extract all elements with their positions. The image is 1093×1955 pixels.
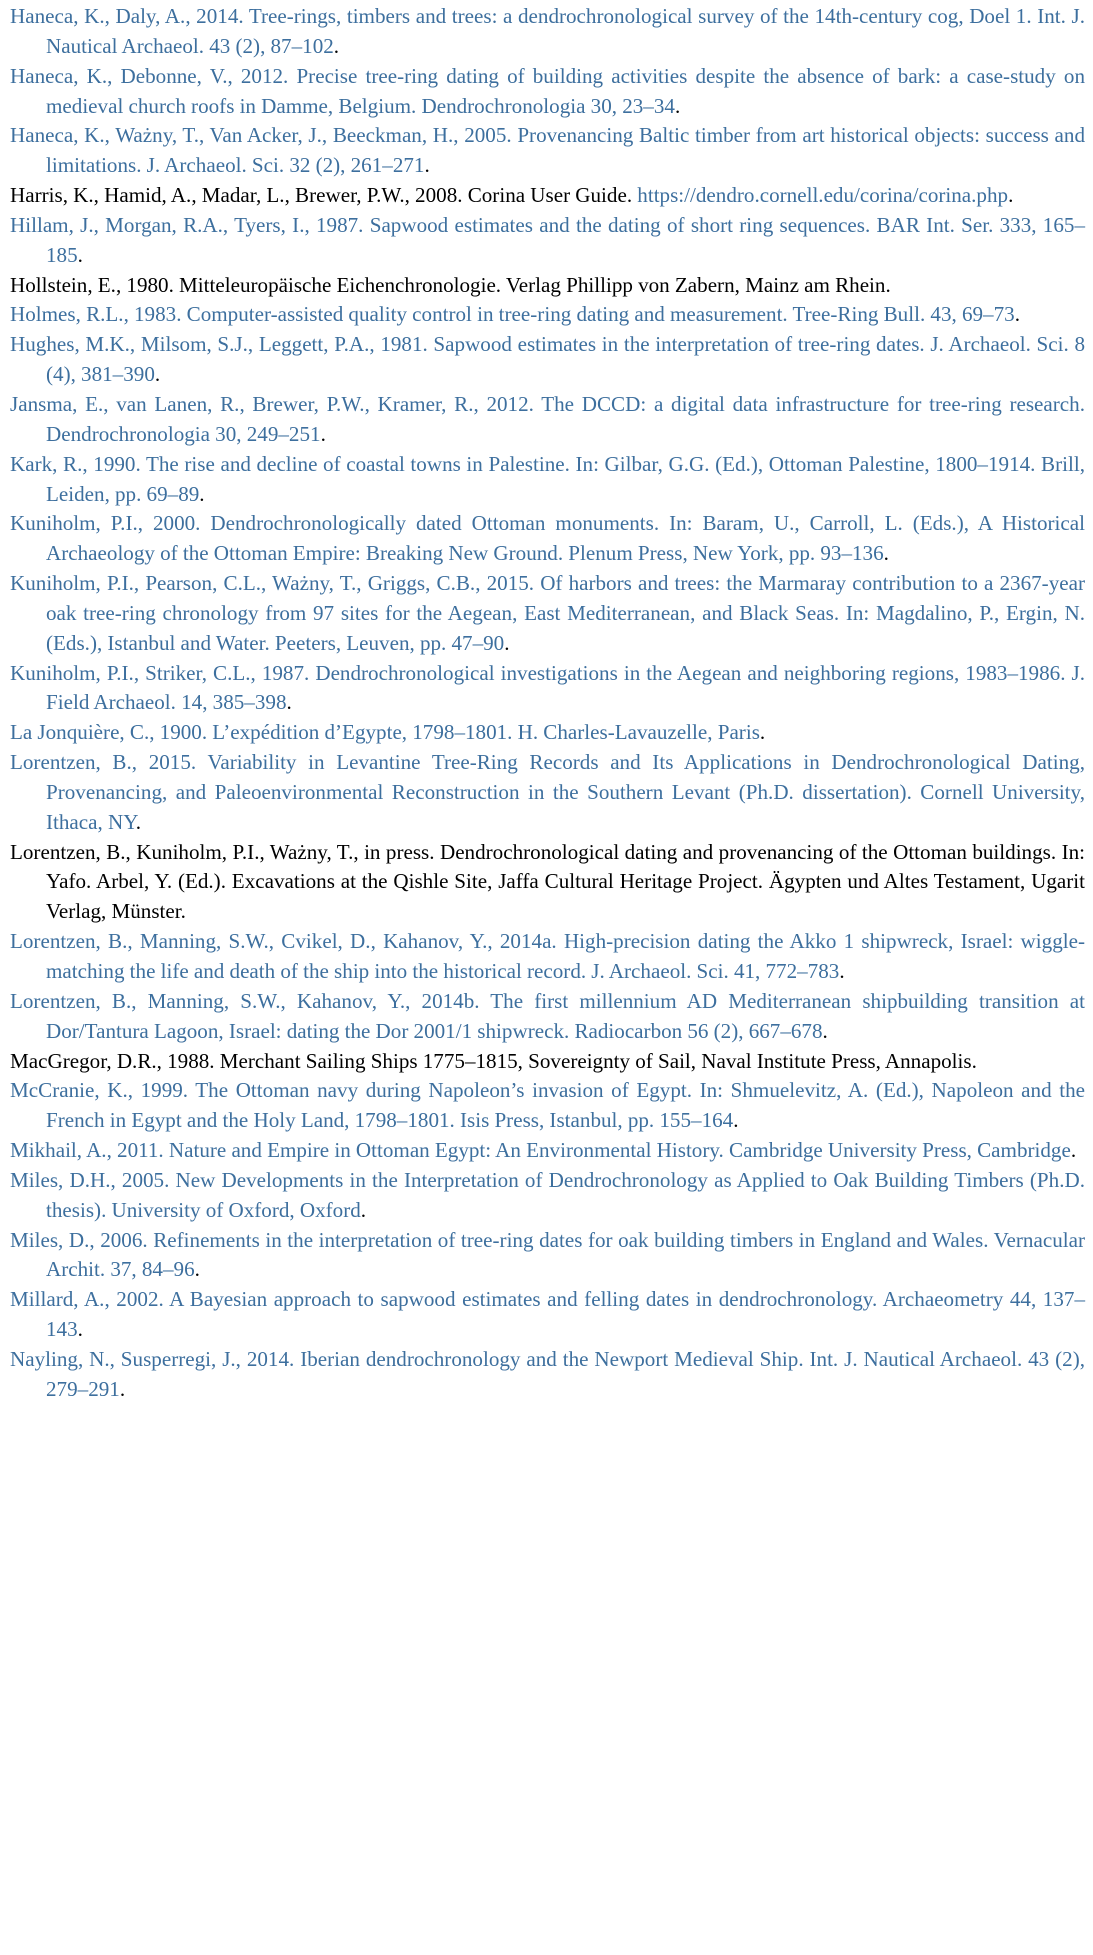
reference-text[interactable]: La Jonquière, C., 1900. L’expédition d’Egypte, 1798–1801. H. Charles-Lavauzelle, Paris	[10, 720, 760, 745]
reference-entry[interactable]	[10, 62, 1085, 122]
reference-text[interactable]: Lorentzen, B., 2015. Variability in Levantine Tree-Ring Records and Its Applications in Dendrochronological Dating, Provenancing, and Paleoenvironmental Reconstruction in the Southern Levant (Ph.D. dissertation). Cornell University, Ithaca, NY	[10, 750, 1085, 834]
reference-entry[interactable]	[10, 450, 1085, 510]
reference-entry[interactable]	[10, 987, 1085, 1047]
reference-text[interactable]: Lorentzen, B., Manning, S.W., Cvikel, D., Kahanov, Y., 2014a. High-precision dating the Akko 1 shipwreck, Israel: wiggle-matching the life and death of the ship into the historical record. J. Archaeol. Sci. 41, 772–783	[10, 929, 1085, 983]
reference-terminal-period: .	[839, 959, 845, 983]
reference-text[interactable]: Nayling, N., Susperregi, J., 2014. Iberian dendrochronology and the Newport Medieval Ship. Int. J. Nautical Archaeol. 43 (2), 279–291	[10, 1346, 1085, 1401]
reference-text[interactable]: Kuniholm, P.I., Pearson, C.L., Ważny, T., Griggs, C.B., 2015. Of harbors and trees: the Marmaray contribution to a 2367-year oak tree-ring chronology from 97 sites for the Aegean, East Mediterranean, and Black Seas. In: Magdalino, P., Ergin, N. (Eds.), Istanbul and Water. Peeters, Leuven, pp. 47–90	[10, 571, 1085, 655]
reference-text[interactable]: Haneca, K., Debonne, V., 2012. Precise tree-ring dating of building activities despite the absence of bark: a case-study on medieval church roofs in Damme, Belgium. Dendrochronologia 30, 23–34	[10, 63, 1085, 118]
reference-terminal-period: .	[1008, 183, 1014, 208]
reference-terminal-period: .	[759, 720, 766, 745]
reference-terminal-period: .	[194, 1257, 200, 1282]
reference-text[interactable]: Haneca, K., Ważny, T., Van Acker, J., Beeckman, H., 2005. Provenancing Baltic timber from art historical objects: success and limitations. J. Archaeol. Sci. 32 (2), 261–271	[10, 123, 1085, 178]
reference-text[interactable]: Kuniholm, P.I., Striker, C.L., 1987. Dendrochronological investigations in the Aegean and neighboring regions, 1983–1986. J. Field Archaeol. 14, 385–398	[10, 660, 1085, 715]
reference-terminal-period: .	[77, 242, 83, 267]
reference-url-link[interactable]: https://dendro.cornell.edu/corina/corina.php	[637, 183, 1009, 208]
reference-entry[interactable]	[10, 569, 1085, 659]
reference-entry[interactable]	[10, 2, 1085, 62]
reference-entry[interactable]	[10, 121, 1085, 181]
reference-text: MacGregor, D.R., 1988. Merchant Sailing Ships 1775–1815, Sovereignty of Sail, Naval Institute Press, Annapolis.	[10, 1048, 977, 1073]
reference-terminal-period: .	[77, 1317, 83, 1342]
reference-text[interactable]: Hughes, M.K., Milsom, S.J., Leggett, P.A., 1981. Sapwood estimates in the interpretation of tree-ring dates. J. Archaeol. Sci. 8 (4), 381–390	[10, 332, 1085, 387]
reference-terminal-period: .	[1014, 302, 1020, 327]
reference-terminal-period: .	[424, 153, 430, 178]
reference-terminal-period: .	[883, 541, 889, 566]
reference-text[interactable]: Lorentzen, B., Manning, S.W., Kahanov, Y., 2014b. The first millennium AD Mediterranean shipbuilding transition at Dor/Tantura Lagoon, Israel: dating the Dor 2001/1 shipwreck. Radiocarbon 56 (2), 667–678	[10, 988, 1085, 1043]
reference-text[interactable]: Miles, D., 2006. Refinements in the interpretation of tree-ring dates for oak building timbers in England and Wales. Vernacular Archit. 37, 84–96	[10, 1227, 1085, 1282]
reference-entry[interactable]	[10, 718, 1085, 748]
reference-text[interactable]: Jansma, E., van Lanen, R., Brewer, P.W., Kramer, R., 2012. The DCCD: a digital data infrastructure for tree-ring research. Dendrochronologia 30, 249–251	[10, 391, 1085, 446]
reference-entry[interactable]	[10, 1226, 1085, 1286]
reference-text: Harris, K., Hamid, A., Madar, L., Brewer, P.W., 2008. Corina User Guide.	[10, 183, 638, 208]
reference-terminal-period: .	[733, 1108, 739, 1133]
reference-entry[interactable]	[10, 300, 1085, 330]
reference-entry[interactable]	[10, 659, 1085, 719]
reference-terminal-period: .	[154, 362, 161, 387]
reference-entry[interactable]	[10, 1166, 1085, 1226]
reference-terminal-period: .	[199, 481, 205, 506]
reference-text[interactable]: Holmes, R.L., 1983. Computer-assisted quality control in tree-ring dating and measurement. Tree-Ring Bull. 43, 69–73	[10, 302, 1015, 327]
reference-entry[interactable]	[10, 927, 1085, 987]
reference-terminal-period: .	[674, 93, 681, 118]
reference-terminal-period: .	[135, 809, 141, 834]
reference-terminal-period: .	[333, 33, 340, 58]
reference-terminal-period: .	[119, 1376, 126, 1401]
reference-entry[interactable]	[10, 181, 1085, 211]
reference-entry	[10, 1047, 1085, 1077]
reference-entry[interactable]	[10, 211, 1085, 271]
reference-text[interactable]: Millard, A., 2002. A Bayesian approach to sapwood estimates and felling dates in dendrochronology. Archaeometry 44, 137–143	[10, 1287, 1085, 1342]
reference-text: Lorentzen, B., Kuniholm, P.I., Ważny, T., in press. Dendrochronological dating and provenancing of the Ottoman buildings. In: Yafo. Arbel, Y. (Ed.). Excavations at the Qishle Site, Jaffa Cultural Heritage Project. Ägypten und Altes Testament, Ugarit Verlag, Münster.	[10, 839, 1085, 924]
reference-terminal-period: .	[1070, 1138, 1077, 1163]
reference-entry[interactable]	[10, 748, 1085, 838]
reference-entry[interactable]	[10, 330, 1085, 390]
reference-entry[interactable]	[10, 1136, 1085, 1166]
reference-text[interactable]: McCranie, K., 1999. The Ottoman navy during Napoleon’s invasion of Egypt. In: Shmuelevitz, A. (Ed.), Napoleon and the French in Egypt and the Holy Land, 1798–1801. Isis Press, Istanbul, pp. 155–164	[10, 1078, 1085, 1133]
reference-terminal-period: .	[822, 1018, 828, 1043]
reference-terminal-period: .	[360, 1197, 367, 1222]
reference-entry[interactable]	[10, 1345, 1085, 1405]
reference-text[interactable]: Kuniholm, P.I., 2000. Dendrochronologically dated Ottoman monuments. In: Baram, U., Carroll, L. (Eds.), A Historical Archaeology of the Ottoman Empire: Breaking New Ground. Plenum Press, New York, pp. 93–136	[10, 511, 1085, 566]
reference-entry[interactable]	[10, 390, 1085, 450]
reference-terminal-period: .	[504, 630, 510, 655]
reference-text[interactable]: Haneca, K., Daly, A., 2014. Tree-rings, timbers and trees: a dendrochronological survey of the 14th-century cog, Doel 1. Int. J. Nautical Archaeol. 43 (2), 87–102	[10, 4, 1085, 58]
reference-text[interactable]: Hillam, J., Morgan, R.A., Tyers, I., 1987. Sapwood estimates and the dating of short ring sequences. BAR Int. Ser. 333, 165–185	[10, 212, 1085, 267]
reference-entry	[10, 838, 1085, 928]
reference-text[interactable]: Kark, R., 1990. The rise and decline of coastal towns in Palestine. In: Gilbar, G.G. (Ed.), Ottoman Palestine, 1800–1914. Brill, Leiden, pp. 69–89	[10, 451, 1085, 506]
reference-entry	[10, 271, 1085, 301]
reference-entry[interactable]	[10, 1285, 1085, 1345]
reference-terminal-period: .	[286, 690, 292, 715]
reference-entry[interactable]	[10, 1076, 1085, 1136]
reference-terminal-period: .	[320, 421, 326, 446]
reference-text: Hollstein, E., 1980. Mitteleuropäische Eichenchronologie. Verlag Phillipp von Zabern, Mainz am Rhein.	[10, 272, 891, 297]
reference-text[interactable]: Miles, D.H., 2005. New Developments in the Interpretation of Dendrochronology as Applied to Oak Building Timbers (Ph.D. thesis). University of Oxford, Oxford	[10, 1167, 1085, 1222]
reference-text[interactable]: Mikhail, A., 2011. Nature and Empire in Ottoman Egypt: An Environmental History. Cambridge University Press, Cambridge	[10, 1138, 1071, 1163]
reference-entry[interactable]	[10, 509, 1085, 569]
